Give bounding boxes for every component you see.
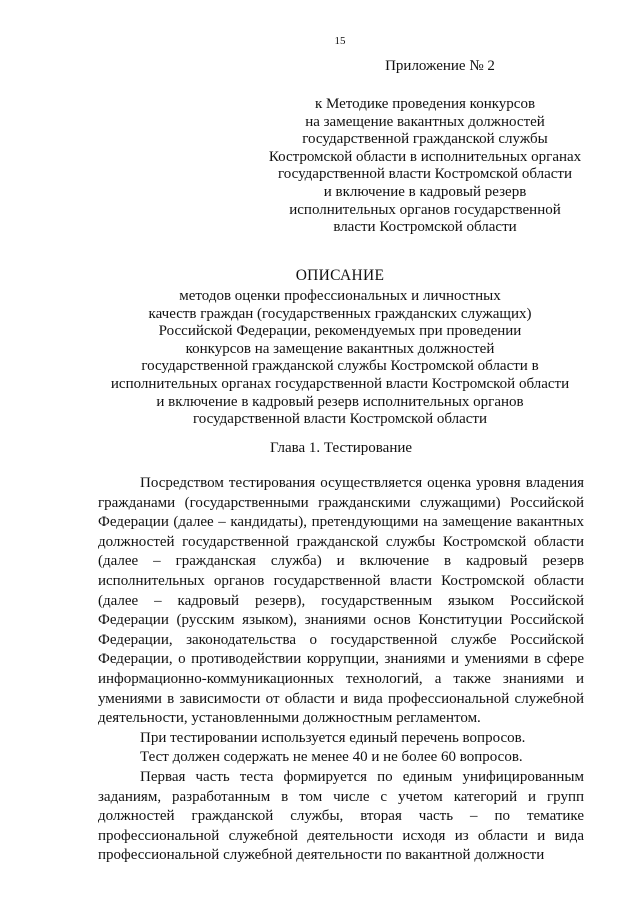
document-subtitle [96, 288, 584, 429]
paragraph: При тестировании используется единый перечень вопросов. [140, 729, 526, 746]
subtitle-line: Российской Федерации, рекомендуемых при проведении [158, 323, 522, 340]
annex-reference [230, 96, 620, 237]
subtitle-line: методов оценки профессиональных и личностных [179, 288, 501, 304]
annex-line: на замещение вакантных должностей [305, 113, 545, 130]
subtitle-line: исполнительных органах государственной власти Костромской области [110, 375, 570, 392]
annex-line: к Методике проведения конкурсов [314, 96, 536, 112]
annex-line: исполнительных органов государственной [289, 201, 561, 218]
subtitle-line: государственной власти Костромской области [192, 411, 487, 428]
page-number: 15 [334, 35, 346, 47]
subtitle-line: конкурсов на замещение вакантных должностей [185, 340, 495, 357]
annex-line: государственной гражданской службы [302, 131, 548, 148]
subtitle-line: качеств граждан (государственных гражданских служащих) [148, 305, 532, 322]
subtitle-line: и включение в кадровый резерв исполнительных органов [156, 393, 524, 410]
document-title: ОПИСАНИЕ [295, 267, 385, 284]
paragraph: Посредством тестирования осуществляется оценка уровня владения гражданами (государственными гражданскими служащими) Российской Федерации (далее – кандидаты), претендующими на замещение вакантных должностей государственной гражданской службы Костромской области (далее – гражданская служба) и включение в кадровый резерв исполнительных органов государственной власти Костромской области (далее – кадровый резерв), государственным языком Российской Федерации (русским языком), знаниями основ Конституции Российской Федерации, законодательства о государственной службе Российской Федерации, о противодействии коррупции, знаниями и умениями в сфере информационно-коммуникационных технологий, а также знаниями и умениями в зависимости от области и вида профессиональной служебной деятельности, установленными должностным регламентом. [98, 475, 584, 727]
paragraph: Тест должен содержать не менее 40 и не более 60 вопросов. [140, 749, 523, 766]
chapter-heading: Глава 1. Тестирование [269, 440, 413, 456]
annex-line: власти Костромской области [333, 219, 517, 236]
subtitle-line: государственной гражданской службы Костромской области в [141, 358, 539, 375]
body-text [98, 474, 584, 866]
annex-title: Приложение № 2 [385, 58, 495, 74]
annex-line: Костромской области в исполнительных органах [268, 148, 582, 165]
annex-line: государственной власти Костромской области [277, 166, 572, 183]
paragraph: Первая часть теста формируется по единым унифицированным заданиям, разработанным в том числе с учетом категорий и групп должностей гражданской службы, вторая часть – по тематике профессиональной служебной деятельности исходя из области и вида профессиональной служебной деятельности по вакантной должности [98, 768, 584, 864]
annex-line: и включение в кадровый резерв [323, 183, 527, 200]
